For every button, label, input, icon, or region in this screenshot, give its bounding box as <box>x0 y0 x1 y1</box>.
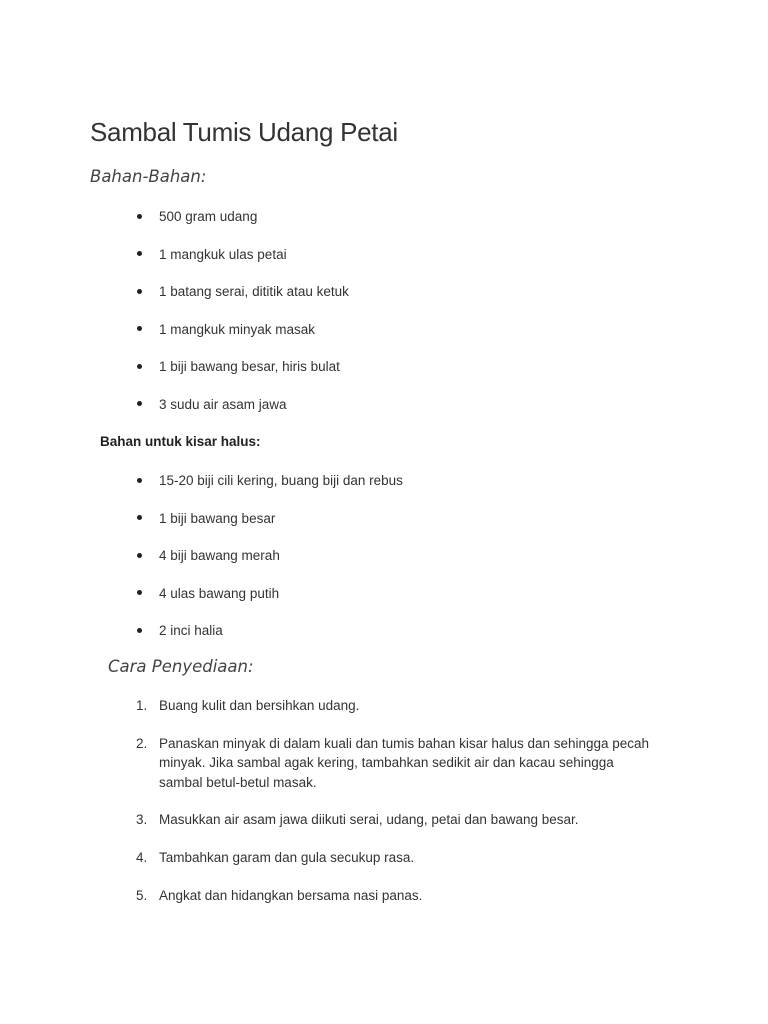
ingredient-text: 500 gram udang <box>159 209 258 224</box>
step-item <box>0 696 659 716</box>
bullet-icon <box>137 326 142 331</box>
step-text: Tambahkan garam dan gula secukup rasa. <box>159 850 415 866</box>
paste-ingredient-text: 1 biji bawang besar <box>159 510 276 526</box>
bullet-icon <box>137 628 142 633</box>
ingredient-text: 1 mangkuk minyak masak <box>159 321 316 337</box>
bullet-icon <box>137 553 142 558</box>
step-number: 2. <box>136 735 148 751</box>
ingredient-text: 1 mangkuk ulas petai <box>159 246 287 262</box>
step-item <box>0 886 659 906</box>
bullet-icon <box>137 515 142 520</box>
paste-ingredient-text: 2 inci halia <box>159 623 223 639</box>
paste-ingredient-text: 4 ulas bawang putih <box>159 585 280 601</box>
method-steps-list <box>0 696 659 923</box>
step-number: 3. <box>136 812 148 828</box>
step-item <box>0 810 659 830</box>
bullet-icon <box>137 289 142 294</box>
bullet-icon <box>137 478 142 483</box>
ingredients-heading: Bahan-Bahan: <box>90 167 207 186</box>
page-title: Sambal Tumis Udang Petai <box>90 117 398 147</box>
paste-ingredient-text: 4 biji bawang merah <box>159 548 280 564</box>
ingredient-text: 1 biji bawang besar, hiris bulat <box>159 359 340 375</box>
step-text: Angkat dan hidangkan bersama nasi panas. <box>159 887 423 903</box>
bullet-icon <box>137 214 142 219</box>
ingredient-text: 1 batang serai, dititik atau ketuk <box>159 284 349 300</box>
bullet-icon <box>137 251 142 256</box>
paste-ingredient-text: 15-20 biji cili kering, buang biji dan rebus <box>159 473 403 488</box>
method-heading: Cara Penyediaan: <box>108 657 254 676</box>
bullet-icon <box>137 590 142 595</box>
step-number: 5. <box>136 887 148 903</box>
paste-heading: Bahan untuk kisar halus: <box>100 434 261 449</box>
bullet-icon <box>137 364 142 369</box>
step-number: 4. <box>136 850 148 866</box>
ingredient-text: 3 sudu air asam jawa <box>159 396 287 412</box>
step-text: Panaskan minyak di dalam kuali dan tumis bahan kisar halus dan sehingga pecah minyak. Jika sambal agak kering, tambahkan sedikit air dan kacau sehingga sambal betul-betul masak. <box>159 735 650 790</box>
step-text: Masukkan air asam jawa diikuti serai, udang, petai dan bawang besar. <box>159 812 579 828</box>
step-item <box>0 848 659 868</box>
step-number: 1. <box>136 698 148 713</box>
step-text: Buang kulit dan bersihkan udang. <box>159 698 360 713</box>
bullet-icon <box>137 401 142 406</box>
step-item <box>0 734 659 793</box>
